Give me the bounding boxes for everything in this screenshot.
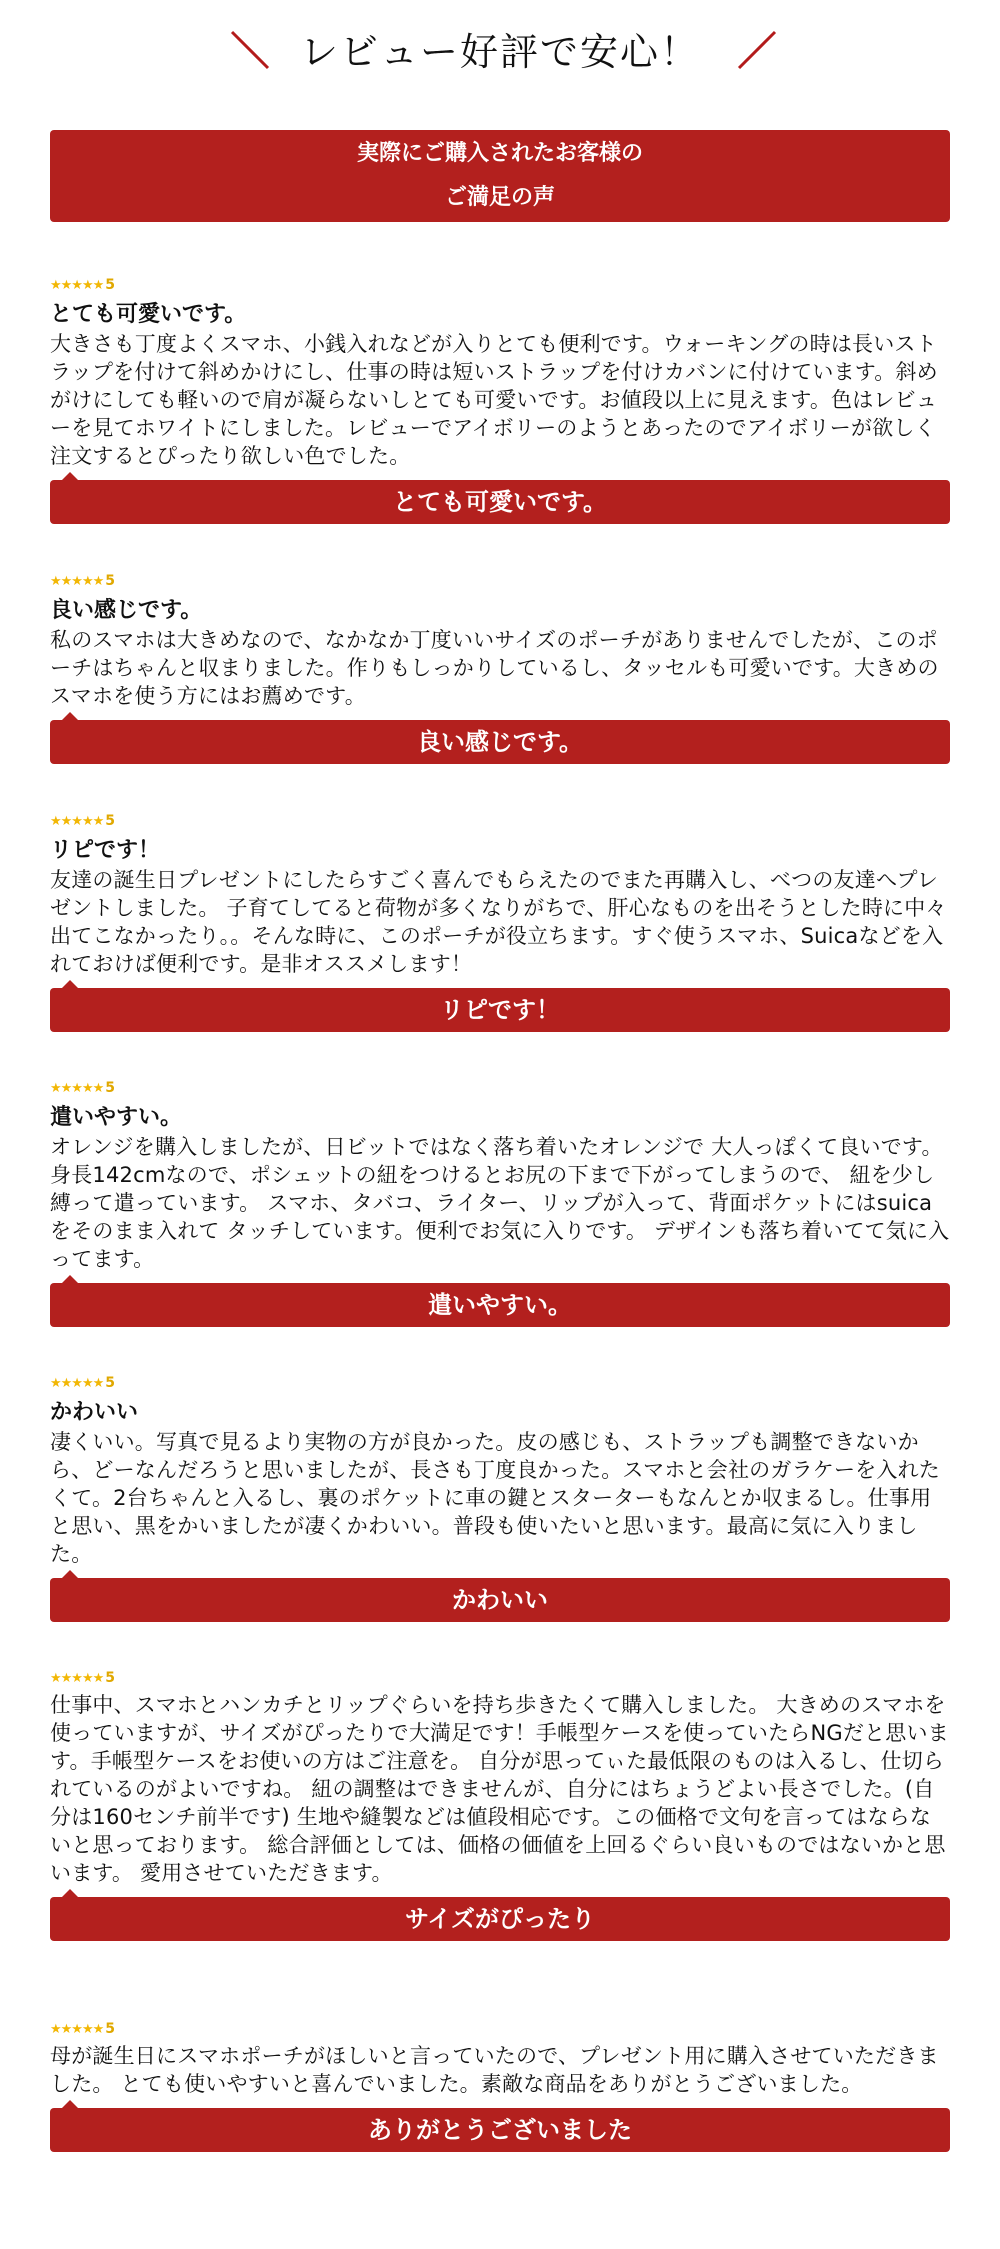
intro-banner-line-2: ご満足の声: [444, 185, 555, 210]
review-title: 良い感じです。: [50, 598, 203, 623]
review-summary-banner: ありがとうございました: [50, 2108, 950, 2152]
review-title: リピです！: [50, 838, 161, 863]
review-card: [50, 1079, 950, 1327]
review-body: 母が誕生日にスマホポーチがほしいと言っていたので、プレゼント用に購入させていただきました。 とても使いやすいと喜んでいました。素敵な商品をありがとうございました。: [50, 2044, 939, 2096]
star-icon: ★★★★★: [50, 1670, 104, 1686]
slash-decoration-right: [735, 28, 781, 74]
review-card: [50, 1669, 950, 1941]
review-summary-banner: 良い感じです。: [50, 720, 950, 764]
star-rating: [50, 2020, 950, 2038]
rating-number: 5: [105, 277, 116, 293]
review-title: とても可愛いです。: [50, 302, 247, 327]
review-body: オレンジを購入しましたが、日ビットではなく落ち着いたオレンジで 大人っぽくて良いです。 身長142cmなので、ポシェットの紐をつけるとお尻の下まで下がってしまうので、 紐を少し縛って遣っています。 スマホ、タバコ、ライター、リップが入って、背面ポケットにはsuicaをそのまま入れて タッチしています。便利でお気に入りです。 デザインも落ち着いてて気に入ってます。: [50, 1135, 950, 1271]
review-title: かわいい: [50, 1400, 139, 1425]
star-rating: [50, 276, 950, 294]
review-title: 遣いやすい。: [50, 1105, 183, 1130]
review-card: [50, 572, 950, 764]
review-summary-banner: サイズがぴったり: [50, 1897, 950, 1941]
rating-number: 5: [105, 573, 116, 589]
review-body: 友達の誕生日プレゼントにしたらすごく喜んでもらえたのでまた再購入し、べつの友達へプレゼントしました。 子育てしてると荷物が多くなりがちで、肝心なものを出そうとした時に中々出てこなかったり。。そんな時に、このポーチが役立ちます。すぐ使うスマホ、Suicaなどを入れておけば便利です。是非オススメします！: [50, 868, 947, 976]
star-icon: ★★★★★: [50, 277, 104, 293]
star-rating: [50, 1669, 950, 1687]
review-card: [50, 2020, 950, 2152]
star-rating: [50, 1079, 950, 1097]
star-icon: ★★★★★: [50, 813, 104, 829]
review-summary-banner: リピです！: [50, 988, 950, 1032]
page-header: [0, 18, 1000, 88]
review-body: 凄くいい。写真で見るより実物の方が良かった。皮の感じも、ストラップも調整できないから、どーなんだろうと思いましたが、長さも丁度良かった。スマホと会社のガラケーを入れたくて。2台ちゃんと入るし、裏のポケットに車の鍵とスターターもなんとか収まるし。仕事用と思い、黒をかいましたが凄くかわいい。普段も使いたいと思います。最高に気に入りました。: [50, 1430, 940, 1566]
review-summary-banner: とても可愛いです。: [50, 480, 950, 524]
review-body: 大きさも丁度よくスマホ、小銭入れなどが入りとても便利です。ウォーキングの時は長いストラップを付けて斜めかけにし、仕事の時は短いストラップを付けカバンに付けています。斜めがけにしても軽いので肩が凝らないしとても可愛いです。お値段以上に見えます。色はレビューを見てホワイトにしました。レビューでアイボリーのようとあったのでアイボリーが欲しく注文するとぴったり欲しい色でした。: [50, 332, 938, 468]
intro-banner-line-1: 実際にご購入されたお客様の: [356, 141, 643, 166]
star-rating: [50, 1374, 950, 1392]
rating-number: 5: [105, 1670, 116, 1686]
review-body: 私のスマホは大きめなので、なかなか丁度いいサイズのポーチがありませんでしたが、このポーチはちゃんと収まりました。作りもしっかりしているし、タッセルも可愛いです。大きめのスマホを使う方にはお薦めです。: [50, 628, 939, 708]
review-card: [50, 276, 950, 524]
rating-number: 5: [105, 1375, 116, 1391]
review-card: [50, 1374, 950, 1622]
page-title: レビュー好評で安心！: [299, 30, 700, 74]
review-body: 仕事中、スマホとハンカチとリップぐらいを持ち歩きたくて購入しました。 大きめのスマホを使っていますが、サイズがぴったりで大満足です！手帳型ケースを使っていたらNGだと思います。手帳型ケースをお使いの方はご注意を。 自分が思ってぃた最低限のものは入るし、仕切られているのがよいですね。 紐の調整はできませんが、自分にはちょうどよい長さでした。(自分は160センチ前半です) 生地や縫製などは値段相応です。この価格で文句を言ってはならないと思っております。 総合評価としては、価格の価値を上回るぐらい良いものではないかと思います。 愛用させていただきます。: [50, 1693, 949, 1885]
review-card: [50, 812, 950, 1032]
star-icon: ★★★★★: [50, 2021, 104, 2037]
rating-number: 5: [105, 1080, 116, 1096]
star-icon: ★★★★★: [50, 1375, 104, 1391]
review-summary-banner: かわいい: [50, 1578, 950, 1622]
star-icon: ★★★★★: [50, 1080, 104, 1096]
star-rating: [50, 572, 950, 590]
rating-number: 5: [105, 2021, 116, 2037]
star-icon: ★★★★★: [50, 573, 104, 589]
rating-number: 5: [105, 813, 116, 829]
intro-banner: [50, 130, 950, 222]
star-rating: [50, 812, 950, 830]
review-summary-banner: 遣いやすい。: [50, 1283, 950, 1327]
